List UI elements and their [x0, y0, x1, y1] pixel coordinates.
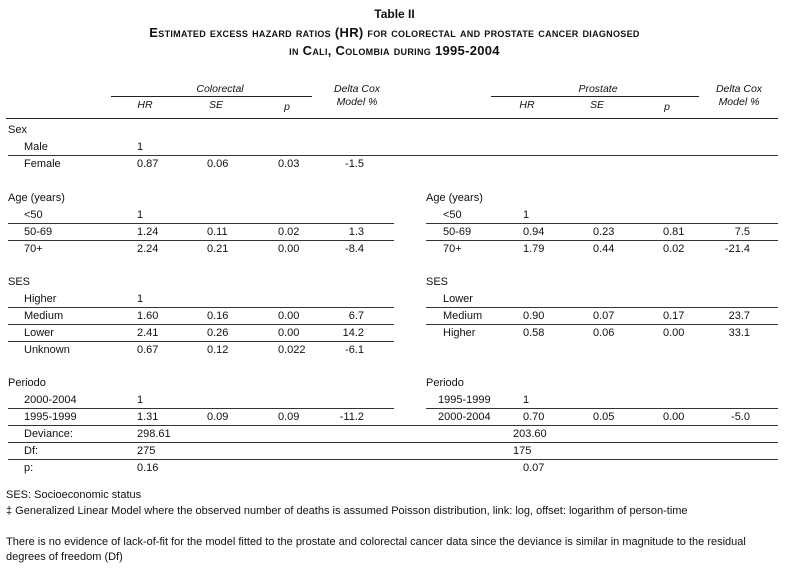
periodo-colorectal-row-name: 2000-2004	[24, 394, 77, 406]
prostate-header-rule	[491, 96, 699, 97]
fit-rule-1	[8, 425, 778, 426]
ses-colorectal-row-name: Unknown	[24, 344, 70, 356]
sex-female-delta: -1.5	[345, 158, 364, 170]
colorectal-se-header: SE	[208, 99, 223, 111]
prostate-df: 175	[513, 445, 532, 457]
ses-colorectal-row-delta: 6.7	[348, 310, 364, 322]
ses-prostate-label: SES	[426, 276, 449, 288]
colorectal-header-rule	[111, 96, 312, 97]
age-prostate-row-delta: 7.5	[734, 226, 750, 238]
periodo-colorectal-rule-1	[8, 408, 394, 409]
colorectal-delta-header-1: Delta Cox	[333, 83, 381, 95]
ses-colorectal-row-hr: 2.41	[137, 327, 159, 339]
age-colorectal-rule-2	[8, 240, 394, 241]
ses-colorectal-row-hr: 0.67	[137, 344, 159, 356]
prostate-delta-header-2: Model %	[718, 96, 760, 108]
prostate-se-header: SE	[589, 99, 604, 111]
fit-rule-2	[8, 442, 778, 443]
age-colorectal-row-p: 0.02	[278, 226, 300, 238]
sex-female-se: 0.06	[207, 158, 229, 170]
sex-female-label: Female	[24, 158, 61, 170]
age-colorectal-row-delta: -8.4	[345, 243, 364, 255]
ses-colorectal-row-name: Higher	[24, 293, 57, 305]
periodo-prostate-row-hr: 0.70	[523, 411, 545, 423]
periodo-prostate-row-name: 2000-2004	[438, 411, 491, 423]
sex-rule	[8, 155, 778, 156]
ses-colorectal-rule-2	[8, 324, 394, 325]
table-label: Table II	[374, 7, 415, 21]
ses-colorectal-row-hr: 1.60	[137, 310, 159, 322]
colorectal-df: 275	[137, 445, 156, 457]
colorectal-header: Colorectal	[196, 83, 244, 95]
age-colorectal-row-p: 0.00	[278, 243, 300, 255]
ses-colorectal-row-name: Lower	[24, 327, 54, 339]
ses-prostate-row-se: 0.06	[593, 327, 615, 339]
age-colorectal-label: Age (years)	[8, 192, 65, 204]
p-fit-label: p:	[24, 462, 34, 474]
periodo-colorectal-row-hr: 1	[137, 394, 144, 406]
age-prostate-row-name: <50	[443, 209, 462, 221]
ses-colorectal-row-se: 0.16	[207, 310, 229, 322]
age-prostate-row-name: 50-69	[443, 226, 472, 238]
ses-prostate-row-delta: 23.7	[728, 310, 750, 322]
periodo-prostate-rule-1	[426, 408, 778, 409]
ses-colorectal-row-p: 0.022	[278, 344, 306, 356]
ses-colorectal-rule-3	[8, 341, 394, 342]
age-colorectal-row-hr: 1.24	[137, 226, 159, 238]
ses-prostate-row-name: Higher	[443, 327, 476, 339]
age-prostate-row-se: 0.44	[593, 243, 615, 255]
age-prostate-label: Age (years)	[426, 192, 483, 204]
age-prostate-row-se: 0.23	[593, 226, 615, 238]
ses-prostate-row-se: 0.07	[593, 310, 615, 322]
ses-colorectal-row-p: 0.00	[278, 327, 300, 339]
age-colorectal-row-delta: 1.3	[348, 226, 364, 238]
age-prostate-row-hr: 1.79	[523, 243, 545, 255]
note-fit-line1: There is no evidence of lack-of-fit for the model fitted to the prostate and colorectal cancer data since the deviance is similar in magnitude to the residual	[6, 536, 746, 548]
sex-female-p: 0.03	[278, 158, 300, 170]
note-glm: ‡ Generalized Linear Model where the observed number of deaths is assumed Poisson distribution, link: log, offset: logarithm of person-time	[6, 505, 688, 517]
periodo-prostate-row-hr: 1	[523, 394, 530, 406]
ses-colorectal-row-delta: 14.2	[342, 327, 364, 339]
age-colorectal-row-se: 0.11	[207, 226, 228, 238]
age-colorectal-row-name: 50-69	[24, 226, 53, 238]
colorectal-hr-header: HR	[137, 99, 153, 111]
age-prostate-row-hr: 1	[523, 209, 530, 221]
periodo-colorectal-row-se: 0.09	[207, 411, 229, 423]
age-prostate-row-p: 0.81	[663, 226, 685, 238]
sex-label: Sex	[8, 124, 27, 136]
ses-prostate-row-p: 0.00	[663, 327, 685, 339]
sex-male-hr: 1	[137, 141, 144, 153]
ses-colorectal-label: SES	[8, 276, 31, 288]
ses-prostate-row-p: 0.17	[663, 310, 685, 322]
ses-colorectal-row-p: 0.00	[278, 310, 300, 322]
age-colorectal-rule-1	[8, 223, 394, 224]
ses-prostate-row-delta: 33.1	[728, 327, 750, 339]
table-title-line1: Estimated excess hazard ratios (HR) for colorectal and prostate cancer diagnosed	[149, 25, 640, 40]
age-colorectal-row-name: <50	[24, 209, 43, 221]
periodo-colorectal-row-delta: -11.2	[339, 411, 364, 423]
ses-prostate-row-hr: 0.90	[523, 310, 545, 322]
fit-rule-3	[8, 459, 778, 460]
age-colorectal-row-hr: 2.24	[137, 243, 159, 255]
prostate-header: Prostate	[578, 83, 618, 95]
ses-colorectal-row-name: Medium	[24, 310, 64, 322]
header-bottom-rule	[6, 118, 778, 119]
ses-prostate-row-name: Medium	[443, 310, 483, 322]
age-prostate-rule-1	[426, 223, 778, 224]
colorectal-deviance: 298.61	[137, 428, 171, 440]
age-colorectal-row-name: 70+	[24, 243, 43, 255]
periodo-colorectal-row-hr: 1.31	[137, 411, 159, 423]
age-prostate-row-p: 0.02	[663, 243, 685, 255]
periodo-prostate-label: Periodo	[426, 377, 464, 389]
prostate-deviance: 203.60	[513, 428, 547, 440]
colorectal-p-header: p	[284, 101, 290, 113]
sex-male-label: Male	[24, 141, 48, 153]
age-colorectal-row-se: 0.21	[207, 243, 229, 255]
prostate-delta-header-1: Delta Cox	[715, 83, 763, 95]
colorectal-p-fit: 0.16	[137, 462, 159, 474]
ses-prostate-rule-2	[426, 324, 778, 325]
note-fit-line2: degrees of freedom (Df)	[6, 551, 123, 563]
note-ses: SES: Socioeconomic status	[6, 489, 142, 501]
ses-prostate-row-hr: 0.58	[523, 327, 545, 339]
periodo-colorectal-label: Periodo	[8, 377, 46, 389]
prostate-hr-header: HR	[519, 99, 535, 111]
colorectal-delta-header-2: Model %	[336, 96, 378, 108]
df-label: Df:	[24, 445, 39, 457]
prostate-p-header: p	[664, 101, 670, 113]
ses-colorectal-row-se: 0.12	[207, 344, 229, 356]
age-prostate-row-hr: 0.94	[523, 226, 545, 238]
age-colorectal-row-hr: 1	[137, 209, 144, 221]
ses-colorectal-row-hr: 1	[137, 293, 144, 305]
periodo-colorectal-row-p: 0.09	[278, 411, 300, 423]
ses-prostate-rule-1	[426, 307, 778, 308]
age-prostate-row-delta: -21.4	[724, 243, 750, 255]
periodo-prostate-row-se: 0.05	[593, 411, 615, 423]
deviance-label: Deviance:	[24, 428, 73, 440]
ses-colorectal-row-delta: -6.1	[345, 344, 364, 356]
periodo-colorectal-row-name: 1995-1999	[24, 411, 77, 423]
age-prostate-rule-2	[426, 240, 778, 241]
periodo-prostate-row-name: 1995-1999	[438, 394, 491, 406]
prostate-p-fit: 0.07	[523, 462, 545, 474]
ses-colorectal-rule-1	[8, 307, 394, 308]
age-prostate-row-name: 70+	[443, 243, 462, 255]
table-title-line2: in Cali, Colombia during 1995-2004	[289, 43, 500, 58]
ses-prostate-row-name: Lower	[443, 293, 473, 305]
periodo-prostate-row-p: 0.00	[663, 411, 685, 423]
sex-female-hr: 0.87	[137, 158, 159, 170]
ses-colorectal-row-se: 0.26	[207, 327, 229, 339]
periodo-prostate-row-delta: -5.0	[731, 411, 750, 423]
